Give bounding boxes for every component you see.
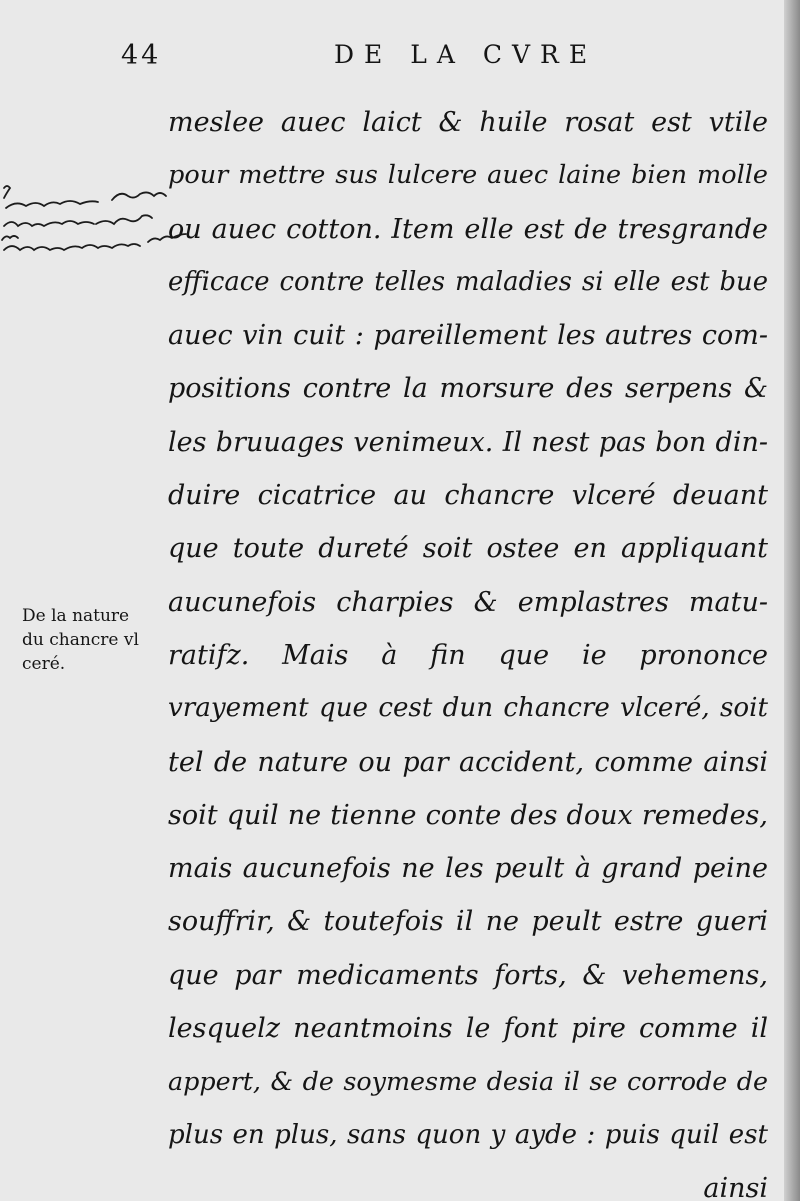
text-line: les bruuages venimeux. Il nest pas bon din- (168, 426, 768, 458)
text-line: ou auec cotton. Item elle est de tresgrande (168, 213, 768, 245)
marginal-note (22, 604, 167, 676)
text-line: auec vin cuit : pareillement les autres com- (168, 320, 768, 352)
text-line: ratifz. Mais à fin que ie prononce (168, 639, 768, 671)
text-line: soit quil ne tienne conte des doux remedes, (168, 799, 768, 831)
running-title: DE LA CVRE (334, 40, 598, 69)
text-line: mais aucunefois ne les peult à grand peine (168, 853, 768, 885)
text-line: duire cicatrice au chancre vlceré deuant (168, 480, 768, 512)
page-edge-shadow (784, 0, 800, 1201)
text-line: que toute dureté soit ostee en appliquant (168, 533, 768, 565)
marginal-note-line: De la nature (22, 606, 130, 626)
text-line: efficace contre telles maladies si elle est bue (168, 266, 768, 297)
page-number: 44 (121, 40, 162, 71)
text-line: appert, & de soymesme desia il se corrode de (168, 1066, 768, 1097)
text-line: souffrir, & toutefois il ne peult estre gueri (168, 906, 768, 938)
text-line: positions contre la morsure des serpens & (168, 373, 768, 405)
text-line: lesquelz neantmoins le font pire comme il (168, 1013, 768, 1045)
text-line: tel de nature ou par accident, comme ainsi (168, 746, 768, 778)
text-line: plus en plus, sans quon y ayde : puis quil est (168, 1119, 768, 1150)
text-line: vrayement que cest dun chancre vlceré, soit (168, 693, 768, 724)
text-line: aucunefois charpies & emplastres matu- (168, 586, 768, 618)
marginal-note-line: du chancre vl (22, 630, 139, 650)
catchword: ainsi (703, 1172, 768, 1201)
text-line: que par medicaments forts, & vehemens, (168, 959, 768, 991)
text-line: pour mettre sus lulcere auec laine bien molle (168, 160, 768, 191)
marginal-note-line: ceré. (22, 654, 66, 674)
text-line: meslee auec laict & huile rosat est vtile (168, 107, 768, 138)
body-text (168, 96, 768, 1201)
